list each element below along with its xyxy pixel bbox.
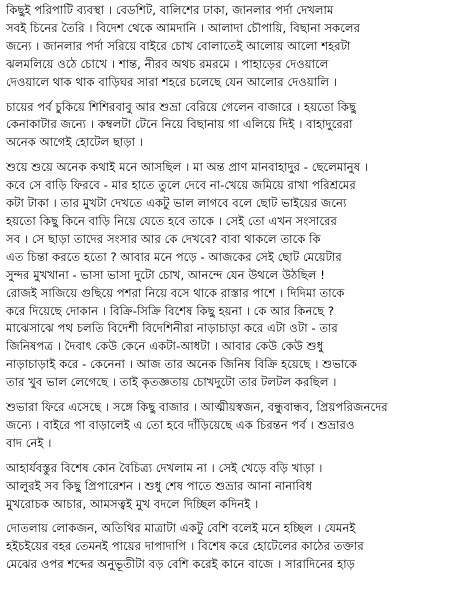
text-line: জন্যে । বাইরে পা বাড়ালেই এ তো হবে দাঁড়িয়েছে এক চিরন্তন পর্ব । শুভ্রারও xyxy=(6,417,355,432)
text-line: জন্যে । জানলার পর্দা সরিয়ে বাইরে চোখ বোলাতেই আলোয় আলো শহরটা xyxy=(6,38,351,53)
text-line: তার খুব ভাল লেগেছে । তাই কৃতজ্ঞতায় চোখদুটো তার টলটল করছিল । xyxy=(6,375,337,390)
text-line: কিছুই পরিপাটি ব্যবস্থা । বেডশিট, বালিশের ঢাকা, জানলার পর্দা দেখলাম xyxy=(6,3,334,17)
text-line: আলুরই সব কিছু প্রিপারেশন । শুধু শেষ পাতে শুভ্রার আনা নানাবিধ xyxy=(6,478,313,493)
text-line: আহার্যবস্তুর বিশেষ কোন বৈচিত্র্য দেখলাম না । সেই খেড়ে বড়ি খাড়া । xyxy=(6,460,323,475)
paragraph-4 xyxy=(6,399,462,453)
text-line: অনেক আগেই হোটেল ছাড়া । xyxy=(6,135,144,150)
text-line: কটা টাকা । তার মুখটা দেখতে একটু ভাল লাগবে বলে ছোট ভাইয়ের জন্যে xyxy=(6,196,347,211)
text-line: ঝলমলিয়ে ওঠে চোখে । শান্ত, নীরব অথচ রমরমে । পাহাড়ের দেওয়ালে xyxy=(6,56,329,71)
text-line: সব । সে ছাড়া তাদের সংসার আর কে দেখবে? বাবা থাকলে তাকে কি xyxy=(6,231,321,246)
text-line: শুভারা ফিরে এসেছে । সঙ্গে কিছু বাজার । আত্মীয়স্বজন, বন্ধুবান্ধব, প্রিয়পরিজনদের xyxy=(6,400,388,415)
text-line: মাঝেসাঝে পথ চলতি বিদেশী বিদেশিনীরা নাড়াচাড়া করে এটা ওটা - তার xyxy=(6,321,338,336)
text-line: হয়তো কিছু কিনে বাড়ি নিয়ে যেতে হবে তাকে । সেই তো এখন সংসারের xyxy=(6,213,337,228)
paragraph-3 xyxy=(6,159,462,392)
text-line: জিনিষপত্র । দৈবাৎ কেউ কেনে একটা-আধটা । আবার কেউ কেউ শুধু xyxy=(6,339,324,354)
text-line: কেনাকাটার জন্যে । কম্বলটা টেনে নিয়ে বিছানায় গা এলিয়ে দিই । বাহাদুরেরা xyxy=(6,117,353,132)
text-line: মুখরোচক আচার, আমসত্বই মুখ বদলে দিচ্ছিল কদিনই । xyxy=(6,496,259,511)
text-line: রোজই সাজিয়ে গুছিয়ে পশরা নিয়ে বসে থাকে রাস্তার পাশে । দিদিমা তাকে xyxy=(6,285,345,300)
text-line: সুন্দর মুখখানা - ভাসা ভাসা দুটো চোখ, আনন্দে যেন উথলে উঠছিল ! xyxy=(6,267,325,282)
text-line: দেওয়ালে থাক থাক বাড়িঘর সারা শহরে চলেছে যেন আলোর দেওয়ালি । xyxy=(6,74,338,89)
text-line: শুয়ে শুয়ে অনেক কথাই মনে আসছিল । মা অন্ত প্রাণ মানবাহাদুর - ছেলেমানুষ । xyxy=(6,160,369,175)
text-line: চায়ের পর্ব চুকিয়ে শিশিরবাবু আর শুভ্রা বেরিয়ে গেলেন বাজারে । হয়তো কিছু xyxy=(6,99,357,114)
paragraph-2 xyxy=(6,99,462,153)
paragraph-5 xyxy=(6,460,462,514)
text-line: এত চিন্তা করতে হতো ? আবার মনে পড়ে - আজকের সেই ছোট মেয়েটার xyxy=(6,249,342,264)
paragraph-6 xyxy=(6,520,462,574)
text-line: করে দিয়েছে দোকান । বিক্রি-সিক্রি বিশেষ কিছু হয়না । কে আর কিনছে ? xyxy=(6,303,335,318)
text-line: সবই চিনের তৈরি । বিদেশ থেকে আমদানি । আলাদা চৌপায়ি, বিছানা সকলের xyxy=(6,20,360,35)
text-line: দোতলায় লোকজন, অতিথির মাত্রাটা একটু বেশি বলেই মনে হচ্ছিল । যেমনই xyxy=(6,521,356,536)
text-line: হইচইয়ের বহর তেমনই পায়ের দাপাদাপি । বিশেষ করে হোটেলের কাঠের তক্তার xyxy=(6,539,364,554)
text-line: কবে সে বাড়ি ফিরবে - মার হাতে তুলে দেবে না-খেয়ে জমিয়ে রাখা পরিশ্রমের xyxy=(6,178,356,193)
text-line: নাড়াচাড়াই করে - কেনেনা । আজ তার অনেক জিনিষ বিক্রি হয়েছে । শুভাকে xyxy=(6,357,358,372)
paragraph-1 xyxy=(6,2,462,92)
text-line: মেঝের ওপর শব্দের অনুভূতীটা বড় বেশি করেই কানে বাজে । সারাদিনের হাড় xyxy=(6,557,355,572)
text-line: বাদ নেই । xyxy=(6,435,52,450)
